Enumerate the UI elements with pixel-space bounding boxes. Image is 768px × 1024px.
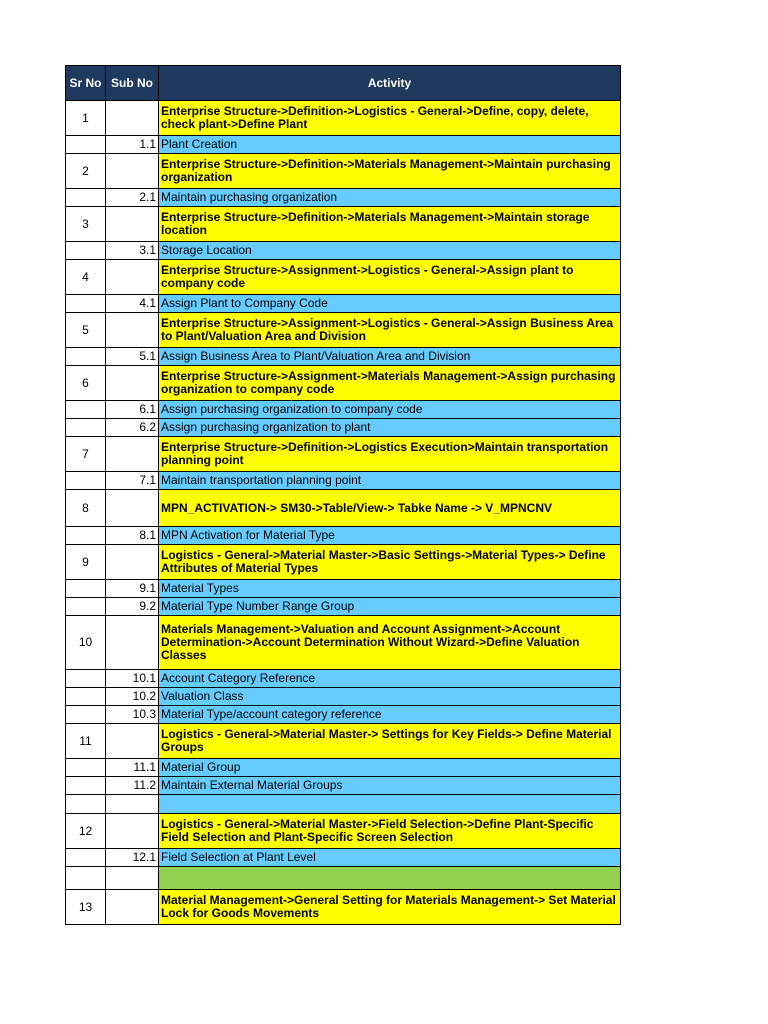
table-row [66,527,621,545]
table-row [66,670,621,688]
sr-cell[interactable]: 5 [66,313,106,348]
sub-no-cell[interactable] [106,260,159,295]
table-row [66,814,621,849]
table-row [66,295,621,313]
sub-no-cell[interactable] [106,724,159,759]
sr-cell[interactable] [66,189,106,207]
sub-no-cell[interactable]: 11.2 [106,777,159,795]
sub-no-cell[interactable]: 7.1 [106,472,159,490]
sub-no-cell[interactable]: 8.1 [106,527,159,545]
table-row [66,580,621,598]
sr-cell[interactable] [66,849,106,867]
activity-cell[interactable]: Material Group [159,759,621,777]
table-row [66,154,621,189]
activity-cell[interactable]: Logistics - General->Material Master->Field Selection->Define Plant-Specific Field Selection and Plant-Specific Screen Selection [159,814,621,849]
activity-cell[interactable]: Material Management->General Setting for Materials Management-> Set Material Lock for Goods Movements [159,890,621,925]
table-row [66,207,621,242]
sr-cell[interactable]: 7 [66,437,106,472]
table-row [66,724,621,759]
sub-no-cell[interactable] [106,616,159,670]
activity-cell[interactable]: Storage Location [159,242,621,260]
sub-no-cell[interactable]: 9.2 [106,598,159,616]
table-row [66,867,621,890]
activity-cell[interactable]: Material Type/account category reference [159,706,621,724]
table-row [66,759,621,777]
sr-cell[interactable] [66,527,106,545]
activity-cell[interactable]: Enterprise Structure->Assignment->Materials Management->Assign purchasing organization to company code [159,366,621,401]
sub-no-cell[interactable]: 11.1 [106,759,159,777]
activity-cell[interactable]: Assign Plant to Company Code [159,295,621,313]
sr-cell[interactable] [66,242,106,260]
activity-table [65,65,621,925]
table-row [66,545,621,580]
sr-cell[interactable]: 1 [66,101,106,136]
table-row [66,490,621,527]
sub-no-cell[interactable] [106,101,159,136]
sr-cell[interactable]: 8 [66,490,106,527]
sub-no-cell[interactable] [106,545,159,580]
sub-no-cell[interactable]: 10.3 [106,706,159,724]
sub-no-cell[interactable] [106,313,159,348]
table-row [66,706,621,724]
sr-cell[interactable] [66,401,106,419]
sub-no-cell[interactable]: 2.1 [106,189,159,207]
table-row [66,242,621,260]
table-row [66,348,621,366]
sr-cell[interactable] [66,670,106,688]
sub-no-cell[interactable]: 3.1 [106,242,159,260]
sr-cell[interactable] [66,472,106,490]
activity-cell[interactable]: Assign purchasing organization to plant [159,419,621,437]
table-row [66,366,621,401]
activity-cell[interactable]: Valuation Class [159,688,621,706]
activity-cell[interactable]: Maintain transportation planning point [159,472,621,490]
activity-cell[interactable]: Plant Creation [159,136,621,154]
activity-cell[interactable]: Maintain External Material Groups [159,777,621,795]
sr-cell[interactable]: 10 [66,616,106,670]
sub-no-cell[interactable] [106,490,159,527]
table-row [66,849,621,867]
sr-cell[interactable]: 4 [66,260,106,295]
activity-cell[interactable]: Enterprise Structure->Assignment->Logistics - General->Assign Business Area to Plant/Valuation Area and Division [159,313,621,348]
sr-cell[interactable] [66,136,106,154]
sr-cell[interactable] [66,777,106,795]
sub-no-cell[interactable]: 9.1 [106,580,159,598]
sr-cell[interactable] [66,580,106,598]
sr-cell[interactable] [66,795,106,814]
activity-cell[interactable]: Enterprise Structure->Definition->Logistics - General->Define, copy, delete, check plant->Define Plant [159,101,621,136]
table-row [66,401,621,419]
activity-cell[interactable]: Enterprise Structure->Definition->Logistics Execution>Maintain transportation planning point [159,437,621,472]
sub-no-cell[interactable]: 12.1 [106,849,159,867]
header-activity[interactable]: Activity [159,66,621,101]
sub-no-cell[interactable]: 5.1 [106,348,159,366]
activity-cell[interactable]: Maintain purchasing organization [159,189,621,207]
sr-cell[interactable] [66,598,106,616]
activity-cell[interactable]: Enterprise Structure->Assignment->Logistics - General->Assign plant to company code [159,260,621,295]
table-row [66,437,621,472]
table-row [66,260,621,295]
table-row [66,419,621,437]
table-row [66,472,621,490]
sr-cell[interactable]: 3 [66,207,106,242]
activity-cell[interactable]: Enterprise Structure->Definition->Materials Management->Maintain purchasing organization [159,154,621,189]
activity-cell[interactable]: Logistics - General->Material Master-> Settings for Key Fields-> Define Material Groups [159,724,621,759]
sub-no-cell[interactable] [106,154,159,189]
sub-no-cell[interactable]: 10.1 [106,670,159,688]
sr-cell[interactable]: 12 [66,814,106,849]
activity-cell[interactable]: MPN Activation for Material Type [159,527,621,545]
activity-cell[interactable]: Enterprise Structure->Definition->Materials Management->Maintain storage location [159,207,621,242]
sub-no-cell[interactable] [106,814,159,849]
sub-no-cell[interactable]: 4.1 [106,295,159,313]
activity-cell[interactable] [159,795,621,814]
sub-no-cell[interactable] [106,795,159,814]
sub-no-cell[interactable]: 6.1 [106,401,159,419]
sub-no-cell[interactable] [106,890,159,925]
table-row [66,795,621,814]
table-row [66,101,621,136]
activity-cell[interactable]: Assign purchasing organization to company code [159,401,621,419]
sr-cell[interactable] [66,348,106,366]
sub-no-cell[interactable] [106,366,159,401]
table-row [66,688,621,706]
sr-cell[interactable]: 2 [66,154,106,189]
activity-cell[interactable]: Material Types [159,580,621,598]
table-body [66,101,621,925]
sr-cell[interactable] [66,295,106,313]
sr-cell[interactable] [66,867,106,890]
header-sr-no[interactable]: Sr No [66,66,106,101]
table-row [66,777,621,795]
sub-no-cell[interactable] [106,437,159,472]
sr-cell[interactable]: 6 [66,366,106,401]
activity-cell[interactable]: Field Selection at Plant Level [159,849,621,867]
activity-cell[interactable]: Materials Management->Valuation and Account Assignment->Account Determination->Account Determination Without Wizard->Define Valuation Classes [159,616,621,670]
activity-cell[interactable] [159,867,621,890]
activity-cell[interactable]: Account Category Reference [159,670,621,688]
table-row [66,598,621,616]
table-row [66,616,621,670]
sub-no-cell[interactable]: 6.2 [106,419,159,437]
header-row [66,66,621,101]
activity-cell[interactable]: Assign Business Area to Plant/Valuation Area and Division [159,348,621,366]
activity-cell[interactable]: Logistics - General->Material Master->Basic Settings->Material Types-> Define Attributes of Material Types [159,545,621,580]
sr-cell[interactable]: 11 [66,724,106,759]
table-row [66,136,621,154]
header-sub-no[interactable]: Sub No [106,66,159,101]
table-row [66,890,621,925]
sub-no-cell[interactable]: 10.2 [106,688,159,706]
sr-cell[interactable] [66,688,106,706]
table-row [66,313,621,348]
sr-cell[interactable] [66,419,106,437]
sub-no-cell[interactable] [106,207,159,242]
activity-cell[interactable]: MPN_ACTIVATION-> SM30->Table/View-> Tabke Name -> V_MPNCNV [159,490,621,527]
table-row [66,189,621,207]
activity-cell[interactable]: Material Type Number Range Group [159,598,621,616]
sr-cell[interactable]: 9 [66,545,106,580]
sr-cell[interactable] [66,706,106,724]
sub-no-cell[interactable]: 1.1 [106,136,159,154]
sub-no-cell[interactable] [106,867,159,890]
sr-cell[interactable]: 13 [66,890,106,925]
sr-cell[interactable] [66,759,106,777]
